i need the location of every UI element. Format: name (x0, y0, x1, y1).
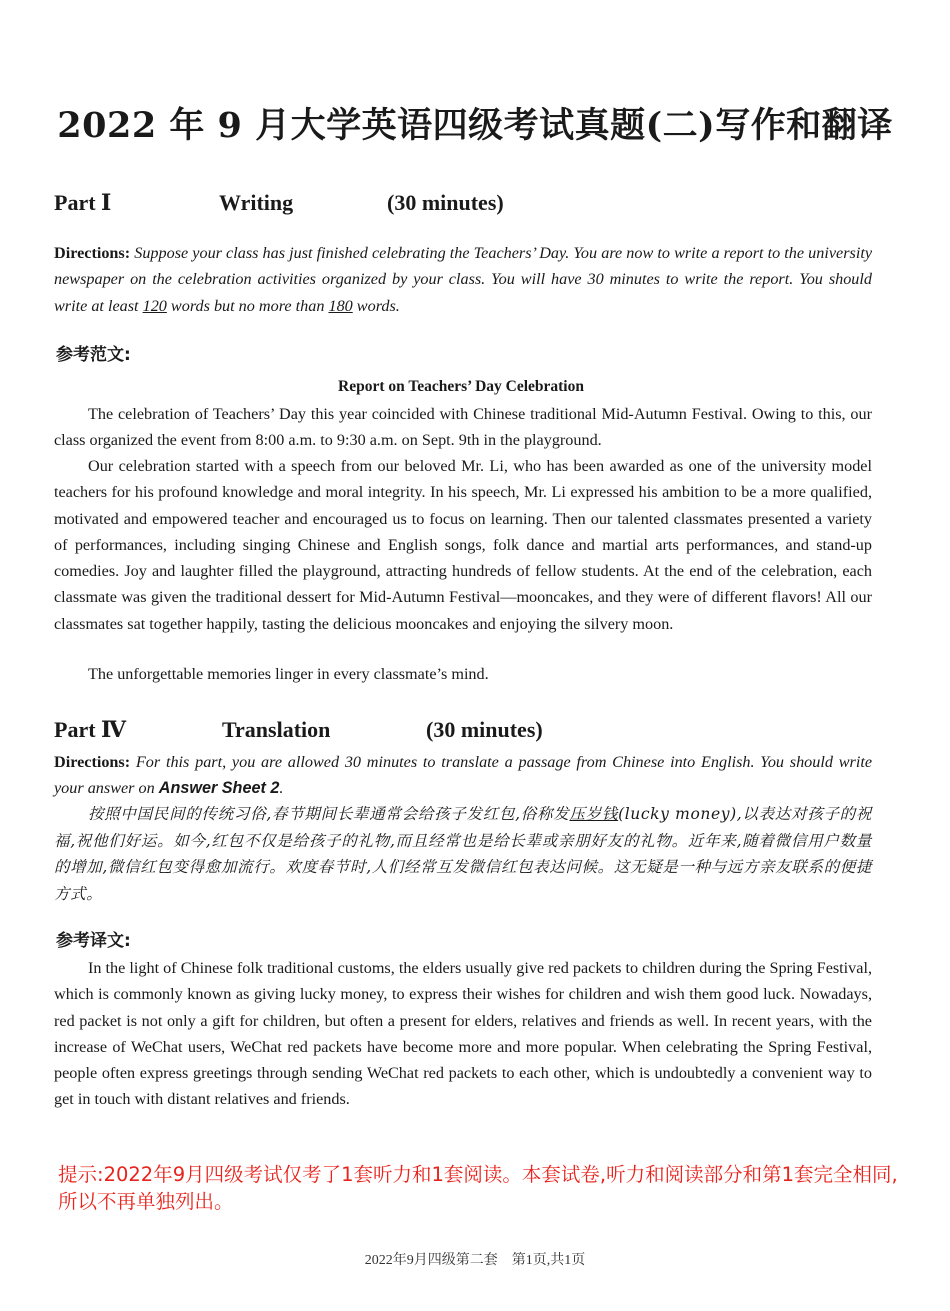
sample-essay-label: 参考范文: (56, 345, 131, 365)
part1-number: Part Ⅰ (54, 190, 112, 215)
directions-label: Directions: (54, 244, 131, 262)
directions-text-b: words but no more than (166, 296, 329, 315)
chinese-passage (54, 801, 872, 907)
part1-name: Writing (219, 190, 294, 215)
essay-paragraph-2: Our celebration started with a speech from our beloved Mr. Li, who has been awarded as one of the university model teachers for his profound knowledge and moral integrity. In his speech, Mr. Li expressed his ambition to be a more qualified, motivated and empowered teacher and encouraged us to focus on learning. Then our talented classmates presented a variety of performances, including singing Chinese and English songs, folk dance and martial arts performances, and stand-up comedies. Joy and laughter filled the playground, attracting hundreds of fellow students. At the end of the celebration, each classmate was given the traditional dessert for Mid-Autumn Festival—mooncakes, and they were of different flavors! All our classmates sat together happily, tasting the delicious mooncakes and enjoying the silvery moon. (54, 457, 872, 633)
chinese-passage-underlined: 压岁钱 (569, 805, 619, 823)
part4-time: (30 minutes) (426, 717, 543, 742)
translation-label: 参考译文: (56, 931, 131, 951)
part4-directions (54, 749, 872, 802)
answer-sheet-ref: Answer Sheet 2 (158, 779, 280, 798)
chinese-passage-b: (lucky money),以表达对孩子的祝福,祝他们好运。如今,红包不仅是给孩子的礼物,而且经常也是给长辈或亲朋好友的礼物。近年来,随着微信用户数量的增加,微信红包变得愈加流行。欢度春节时,人们经常互发微信红包表达问候。这无疑是一种与远方亲友联系的便捷方式。 (54, 805, 872, 903)
part4-name: Translation (222, 717, 331, 742)
max-words: 180 (328, 296, 353, 315)
directions-text-c: words. (352, 296, 400, 315)
page-footer: 2022年9月四级第二套 第1页,共1页 (364, 1253, 586, 1268)
essay-title: Report on Teachers’ Day Celebration (338, 378, 584, 395)
notice-text: 提示:2022年9月四级考试仅考了1套听力和1套阅读。本套试卷,听力和阅读部分和第1套完全相同,所以不再单独列出。 (58, 1163, 898, 1213)
min-words: 120 (142, 296, 167, 315)
essay-paragraph-3: The unforgettable memories linger in every classmate’s mind. (88, 665, 489, 683)
part1-time: (30 minutes) (387, 190, 504, 215)
chinese-passage-a: 按照中国民间的传统习俗,春节期间长辈通常会给孩子发红包,俗称发 (88, 805, 570, 823)
directions-text-a: For this part, you are allowed 30 minutes to translate a passage from Chinese into English. You should write your answer on (54, 753, 873, 798)
part1-directions (54, 240, 872, 319)
page-title: 2022 年 9 月大学英语四级考试真题(二)写作和翻译 (57, 105, 893, 146)
directions-label: Directions: (54, 753, 131, 771)
directions-text-c: . (279, 779, 284, 798)
translation-paragraph: In the light of Chinese folk traditional customs, the elders usually give red packets to children during the Spring Festival, which is commonly known as giving lucky money, to express their wishes for children and wish them good luck. Nowadays, red packet is not only a gift for children, but often a present for elders, relatives and friends as well. In recent years, with the increase of WeChat users, WeChat red packets have become more and more popular. When celebrating the Spring Festival, people often express greetings through sending WeChat red packets to each other, which is undoubtedly a convenient way to get in touch with distant relatives and friends. (54, 959, 872, 1109)
essay-paragraph-1: The celebration of Teachers’ Day this year coincided with Chinese traditional Mid-Autumn Festival. Owing to this, our class organized the event from 8:00 a.m. to 9:30 a.m. on Sept. 9th in the playground. (54, 405, 872, 450)
directions-text-a: Suppose your class has just finished celebrating the Teachers’ Day. You are now to write a report to the university newspaper on the celebration activities organized by your class. You will have 30 minutes to write the report. You should write at least (54, 244, 873, 315)
part4-number: Part Ⅳ (54, 717, 126, 742)
